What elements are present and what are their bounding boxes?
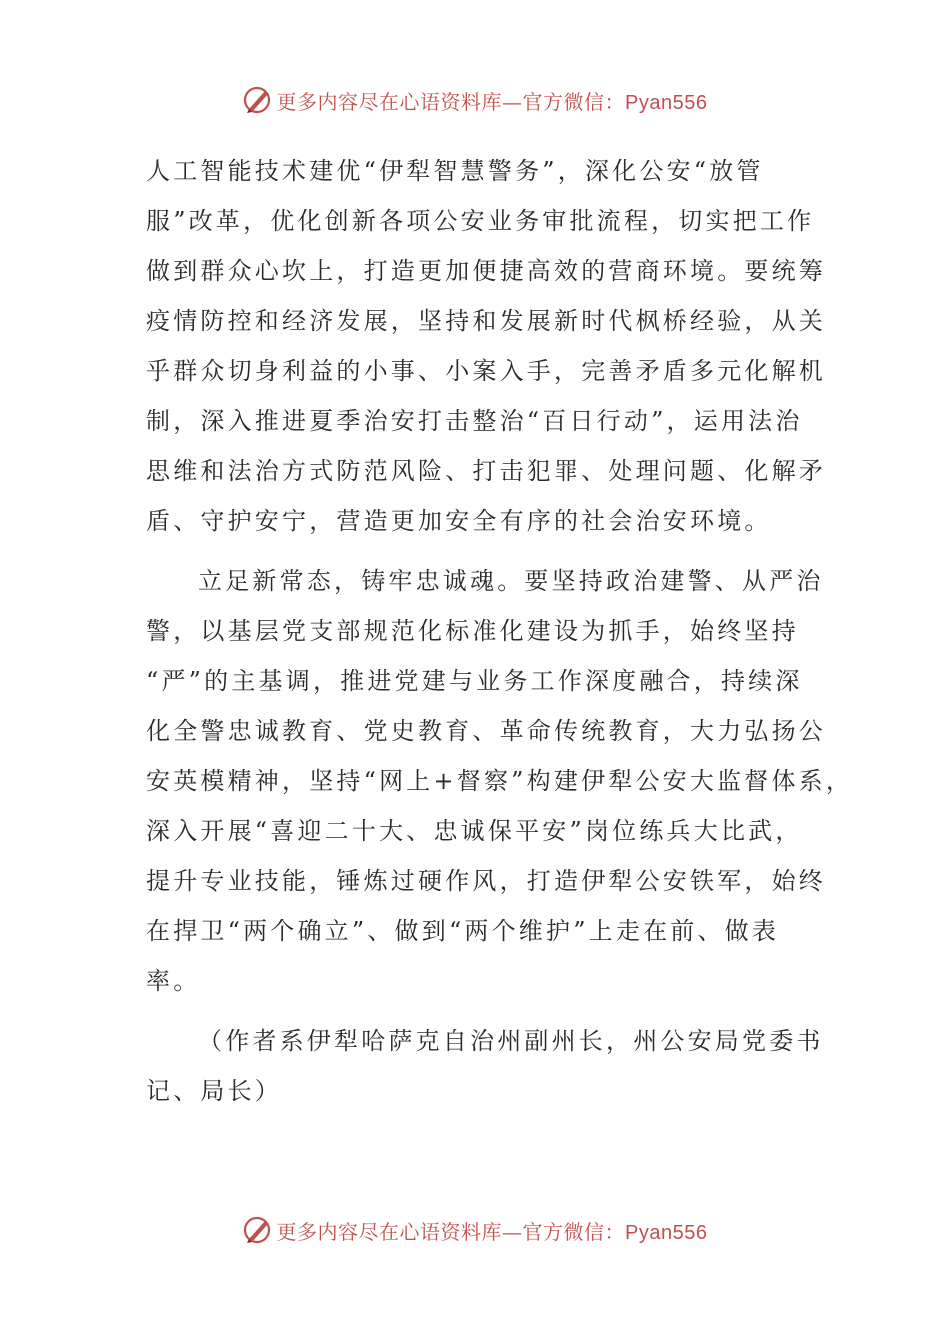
text-line: 疫情防控和经济发展，坚持和发展新时代枫桥经验，从关 <box>146 307 826 335</box>
paragraph <box>146 556 854 1006</box>
paragraph <box>146 146 826 546</box>
author-note <box>146 1016 826 1116</box>
text-line: 率。 <box>146 967 201 995</box>
text-line: “严”的主基调，推进党建与业务工作深度融合，持续深 <box>146 667 803 695</box>
header-watermark <box>0 80 950 120</box>
text-line: 安英模精神，坚持“网上+督察”构建伊犁公安大监督体系， <box>146 767 854 795</box>
text-line: 盾、守护安宁，营造更加安全有序的社会治安环境。 <box>146 507 772 535</box>
text-line: 思维和法治方式防范风险、打击犯罪、处理问题、化解矛 <box>146 457 826 485</box>
text-line: 警，以基层党支部规范化标准化建设为抓手，始终坚持 <box>146 617 799 645</box>
text-line: 乎群众切身利益的小事、小案入手，完善矛盾多元化解机 <box>146 357 826 385</box>
text-line: 化全警忠诚教育、党史教育、革命传统教育，大力弘扬公 <box>146 717 826 745</box>
footer-watermark <box>0 1210 950 1250</box>
text-line: 做到群众心坎上，打造更加便捷高效的营商环境。要统筹 <box>146 257 826 285</box>
text-line: （作者系伊犁哈萨克自治州副州长，州公安局党委书 <box>198 1027 824 1055</box>
watermark-text: 更多内容尽在心语资料库—官方微信：Pyan556 <box>276 89 708 114</box>
article-body <box>146 146 854 1116</box>
text-line: 深入开展“喜迎二十大、忠诚保平安”岗位练兵大比武， <box>146 817 803 845</box>
pen-logo-icon <box>243 85 273 115</box>
text-line: 在捍卫“两个确立”、做到“两个维护”上走在前、做表 <box>146 917 780 945</box>
text-line: 制，深入推进夏季治安打击整治“百日行动”，运用法治 <box>146 407 803 435</box>
text-line: 提升专业技能，锤炼过硬作风，打造伊犁公安铁军，始终 <box>146 867 826 895</box>
watermark-text: 更多内容尽在心语资料库—官方微信：Pyan556 <box>276 1219 708 1244</box>
text-line: 人工智能技术建优“伊犁智慧警务”，深化公安“放管 <box>146 157 764 185</box>
text-line: 立足新常态，铸牢忠诚魂。要坚持政治建警、从严治 <box>198 567 824 595</box>
text-line: 服”改革，优化创新各项公安业务审批流程，切实把工作 <box>146 207 815 235</box>
text-line: 记、局长） <box>146 1077 282 1105</box>
pen-logo-icon <box>243 1215 273 1245</box>
